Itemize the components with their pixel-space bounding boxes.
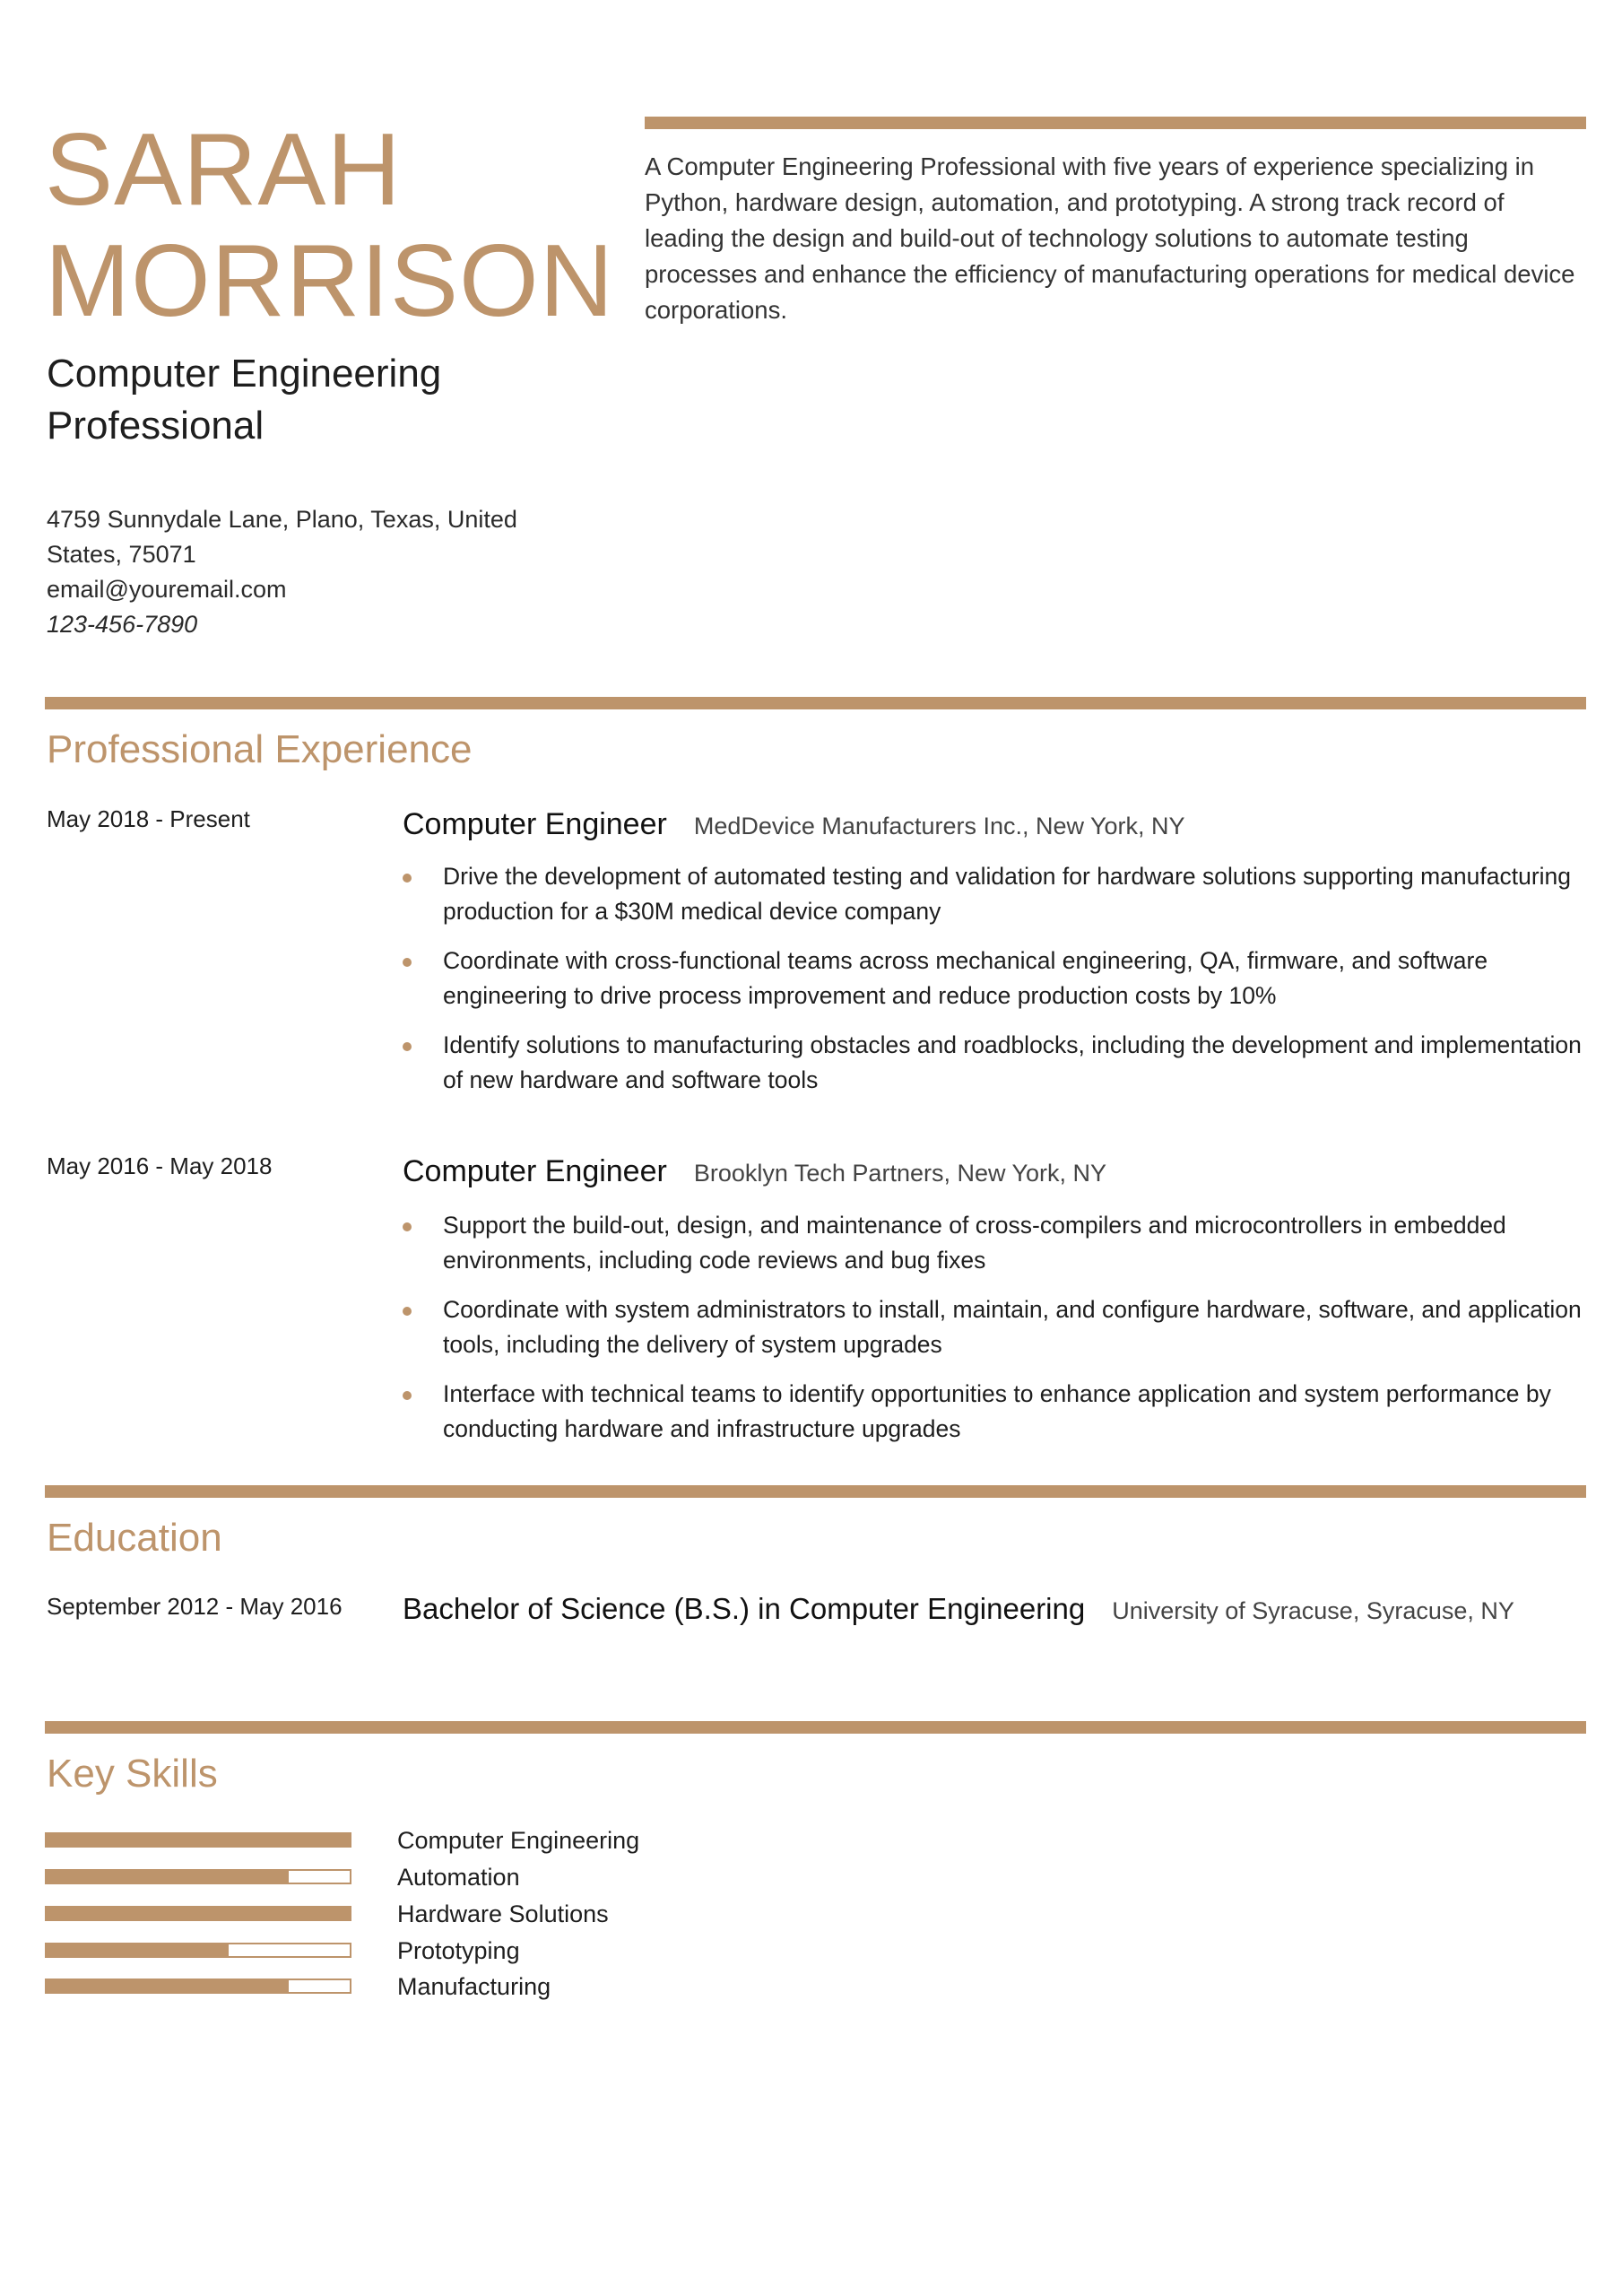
skill-level-bar <box>45 1832 351 1848</box>
job-2-bullets <box>403 1208 1586 1461</box>
address-line-1: 4759 Sunnydale Lane, Plano, Texas, United <box>47 506 517 533</box>
skill-row <box>45 1897 762 1933</box>
list-item: Support the build-out, design, and maintenance of cross-compilers and microcontrollers in embedded environments, including code reviews and bug fixes <box>403 1208 1586 1278</box>
job-1-bullets <box>403 859 1586 1112</box>
skills-heading: Key Skills <box>47 1752 218 1796</box>
list-item: Drive the development of automated testing and validation for hardware solutions supporting manufacturing production for a $30M medical device company <box>403 859 1586 929</box>
skill-level-fill <box>47 1944 229 1956</box>
phone[interactable]: 123-456-7890 <box>47 611 198 638</box>
job-2-dates: May 2016 - May 2018 <box>47 1152 273 1179</box>
skills-divider <box>45 1721 1586 1734</box>
job-2-header <box>403 1152 1106 1192</box>
skill-level-fill <box>47 1908 350 1919</box>
skill-level-bar <box>45 1943 351 1958</box>
summary-divider <box>645 117 1586 129</box>
job-1-dates: May 2018 - Present <box>47 805 250 832</box>
skill-level-bar <box>45 1906 351 1921</box>
candidate-name <box>45 113 614 338</box>
skill-level-bar <box>45 1979 351 1994</box>
skill-row <box>45 1970 762 2005</box>
skill-row <box>45 1860 762 1896</box>
bullet-dot-icon <box>403 1391 412 1400</box>
skill-level-fill <box>47 1834 350 1846</box>
job-title-line-2: Professional <box>47 404 265 448</box>
job-1-role: Computer Engineer <box>403 807 667 841</box>
summary-text: A Computer Engineering Professional with five years of experience specializing in Python, hardware design, automation, and prototyping. A strong track record of leading the design and build-out of technology solutions to automate testing processes and enhance the efficiency of manufacturing operations for medical device corporations. <box>645 152 1575 324</box>
skill-label: Automation <box>397 1864 520 1891</box>
list-item: Coordinate with cross-functional teams across mechanical engineering, QA, firmware, and software engineering to drive process improvement and reduce production costs by 10% <box>403 944 1586 1013</box>
experience-divider <box>45 697 1586 709</box>
education-school: University of Syracuse, Syracuse, NY <box>1112 1597 1514 1624</box>
education-degree: Bachelor of Science (B.S.) in Computer Engineering <box>403 1592 1086 1625</box>
first-name: SARAH <box>45 113 402 227</box>
education-dates: September 2012 - May 2016 <box>47 1593 343 1620</box>
skill-row <box>45 1823 762 1859</box>
contact-info <box>47 502 549 642</box>
skill-level-fill <box>47 1980 289 1992</box>
job-title <box>47 348 585 452</box>
job-2-role: Computer Engineer <box>403 1154 667 1188</box>
skill-row <box>45 1934 762 1970</box>
skill-label: Hardware Solutions <box>397 1900 609 1927</box>
bullet-dot-icon <box>403 1307 412 1316</box>
job-2-company: Brooklyn Tech Partners, New York, NY <box>693 1160 1107 1187</box>
skill-level-fill <box>47 1871 289 1883</box>
skill-label: Manufacturing <box>397 1973 551 2000</box>
address-line-2: States, 75071 <box>47 541 196 568</box>
bullet-dot-icon <box>403 1222 412 1231</box>
email[interactable]: email@youremail.com <box>47 576 287 603</box>
bullet-dot-icon <box>403 1042 412 1051</box>
last-name: MORRISON <box>45 224 614 338</box>
education-divider <box>45 1485 1586 1498</box>
bullet-dot-icon <box>403 874 412 883</box>
job-title-line-1: Computer Engineering <box>47 352 442 396</box>
skill-label: Prototyping <box>397 1937 520 1964</box>
job-1-company: MedDevice Manufacturers Inc., New York, NY <box>693 813 1185 839</box>
list-item: Identify solutions to manufacturing obstacles and roadblocks, including the development and implementation of new hardware and software tools <box>403 1028 1586 1098</box>
job-1-header <box>403 805 1185 845</box>
experience-heading: Professional Experience <box>47 727 473 771</box>
skill-level-bar <box>45 1869 351 1884</box>
bullet-dot-icon <box>403 958 412 967</box>
skill-label: Computer Engineering <box>397 1827 640 1854</box>
education-header <box>403 1589 1514 1631</box>
education-heading: Education <box>47 1516 222 1560</box>
list-item: Interface with technical teams to identify opportunities to enhance application and system performance by conducting hardware and infrastructure upgrades <box>403 1377 1586 1447</box>
list-item: Coordinate with system administrators to install, maintain, and configure hardware, software, and application tools, including the delivery of system upgrades <box>403 1292 1586 1362</box>
